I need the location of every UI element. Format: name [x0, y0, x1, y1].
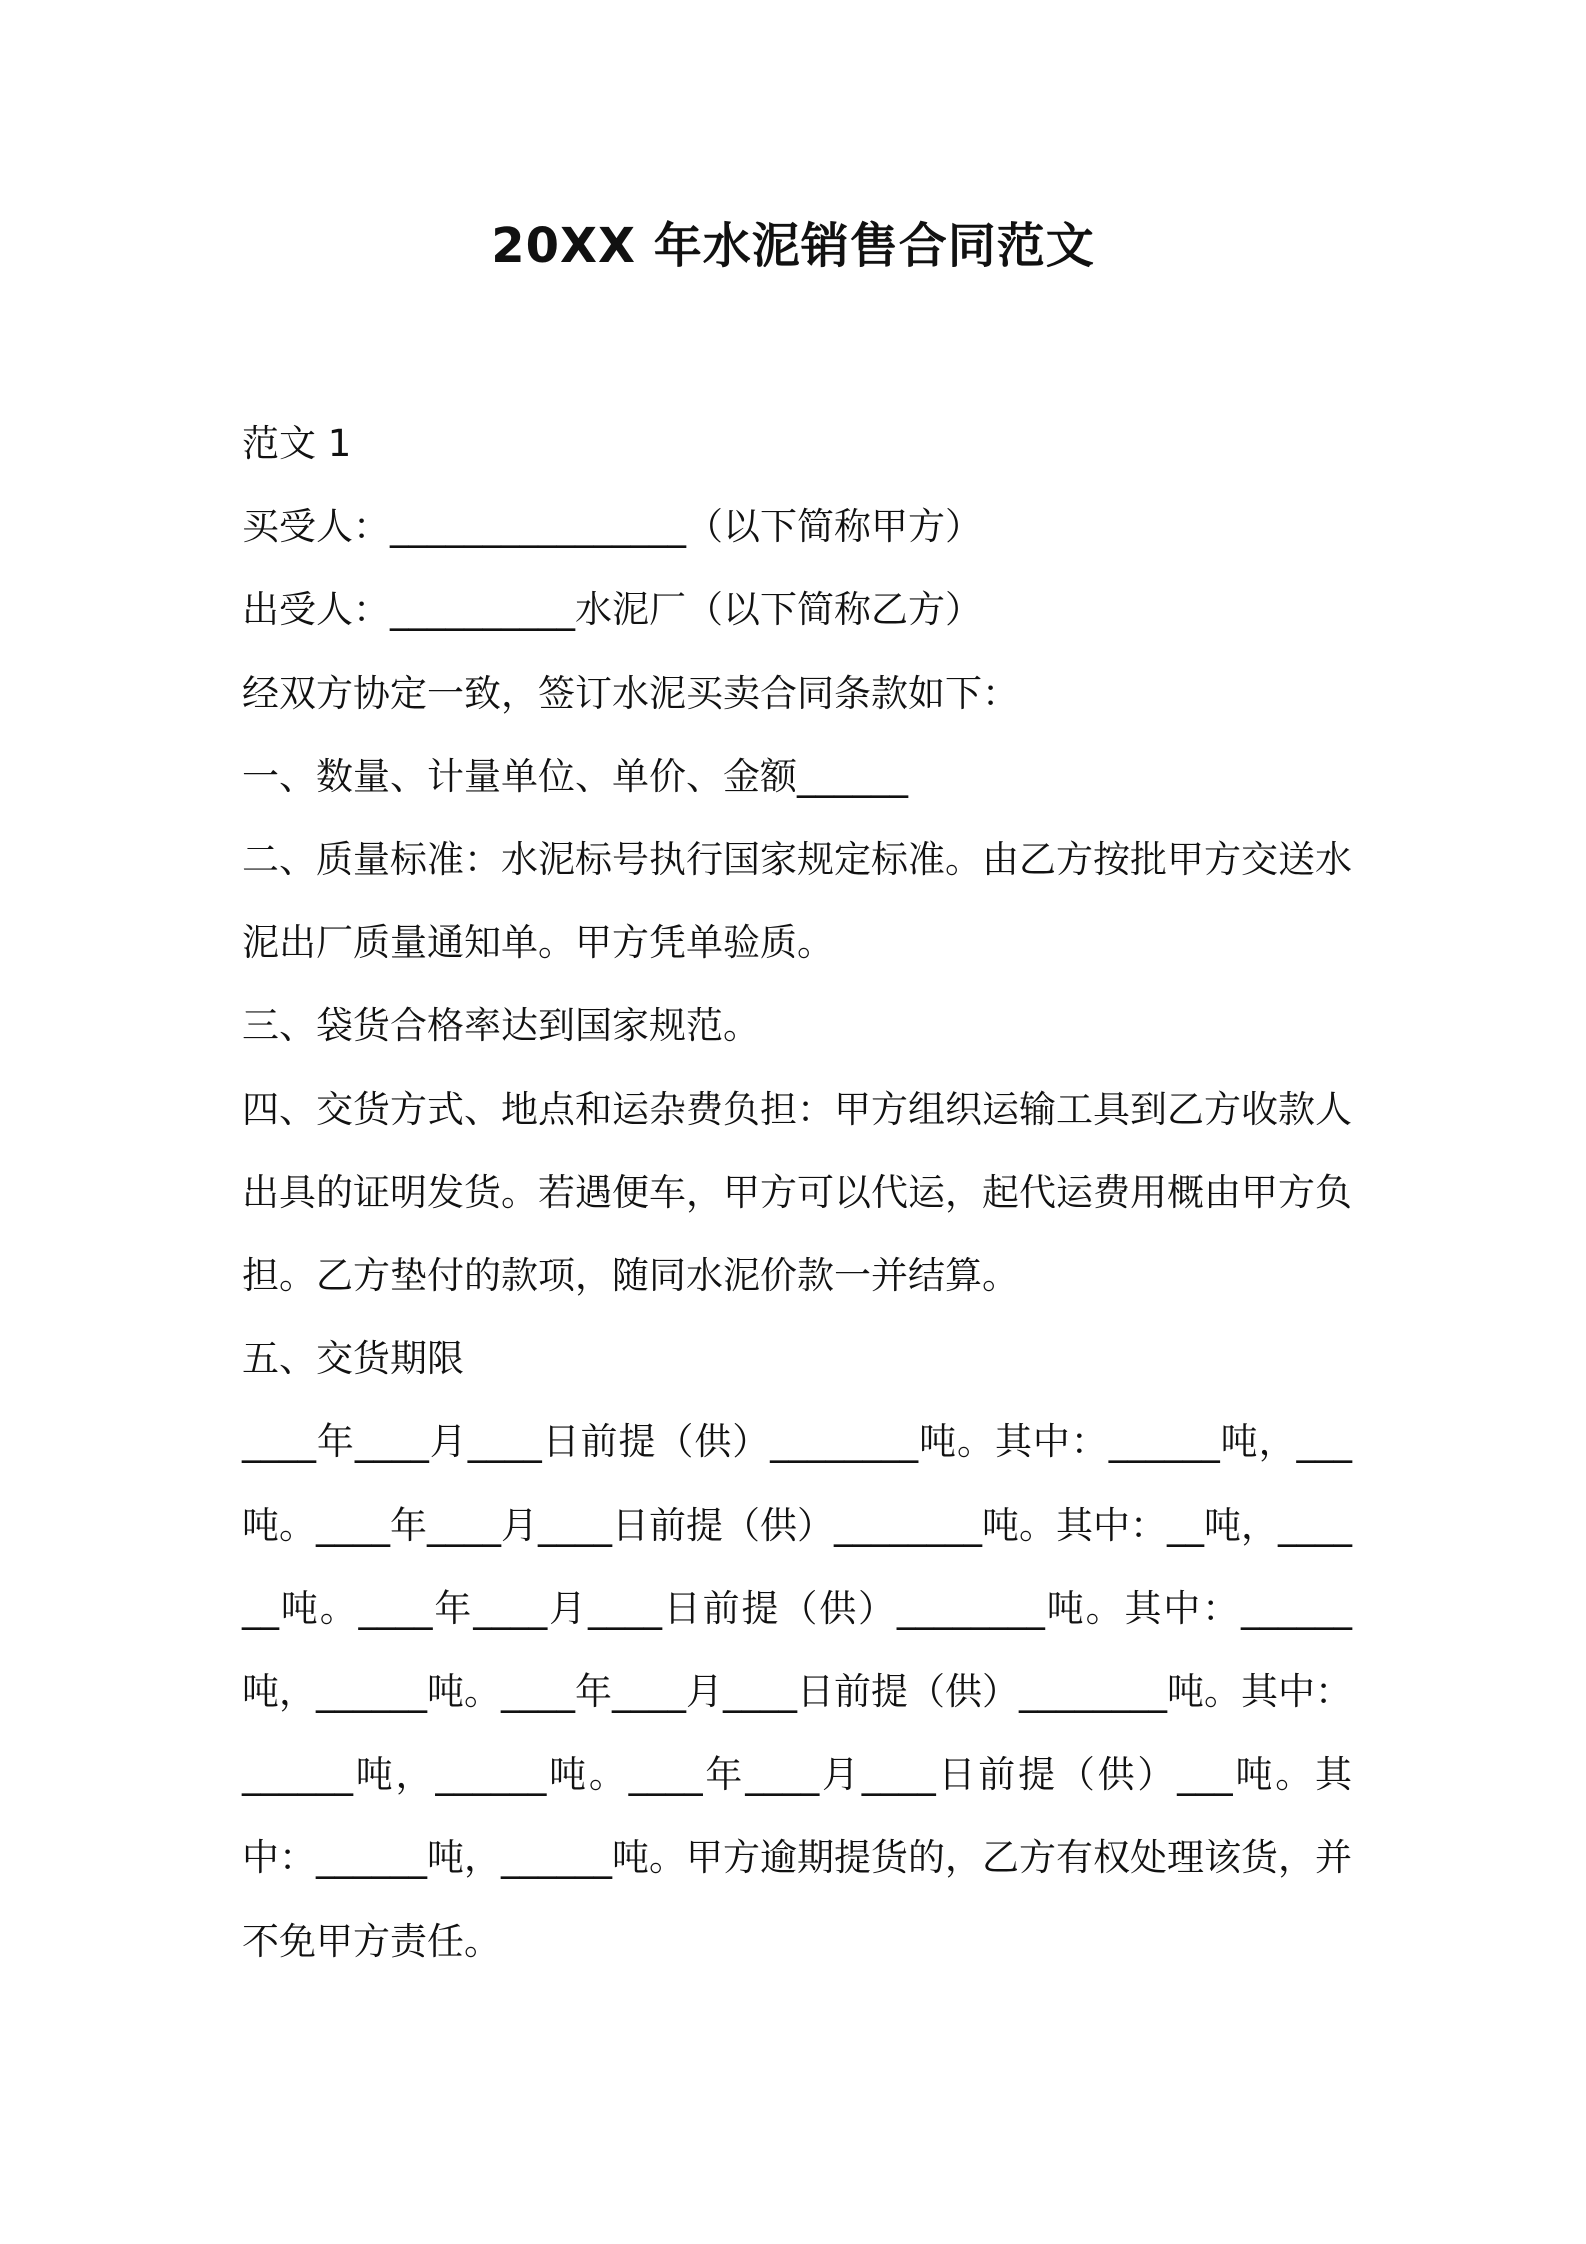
- document-body: [242, 402, 1352, 1983]
- clause-1-quantity: 一、数量、计量单位、单价、金额______: [242, 754, 908, 798]
- agreement-intro: 经双方协定一致，签订水泥买卖合同条款如下：: [242, 671, 1019, 715]
- section-label: 范文 1: [242, 422, 352, 465]
- document-title: 20XX 年水泥销售合同范文: [491, 218, 1095, 274]
- clause-5-heading: 五、交货期限: [242, 1337, 464, 1381]
- clause-5-schedule: ____年____月____日前提（供）________吨。其中：______吨，___吨。____年____月____日前提（供）________吨。其中：__吨，______吨。____年____月____日前提（供）________吨。其中：______吨，______吨。____年____月____日前提（供）________吨。其中：______吨，______吨。____年____月____日前提（供）___吨。其中：______吨，______吨。甲方逾期提货的，乙方有权处理该货，并不免甲方责任。: [242, 1420, 1352, 1963]
- buyer-line: 买受人：________________（以下简称甲方）: [242, 505, 982, 549]
- clause-4-delivery: 四、交货方式、地点和运杂费负担：甲方组织运输工具到乙方收款人出具的证明发货。若遇便车，甲方可以代运，起代运费用概由甲方负担。乙方垫付的款项，随同水泥价款一并结算。: [242, 1087, 1352, 1298]
- clause-2-quality: 二、质量标准：水泥标号执行国家规定标准。由乙方按批甲方交送水泥出厂质量通知单。甲方凭单验质。: [242, 838, 1352, 965]
- seller-line: 出受人：__________水泥厂（以下简称乙方）: [242, 588, 982, 632]
- clause-3-packaging: 三、袋货合格率达到国家规范。: [242, 1004, 760, 1048]
